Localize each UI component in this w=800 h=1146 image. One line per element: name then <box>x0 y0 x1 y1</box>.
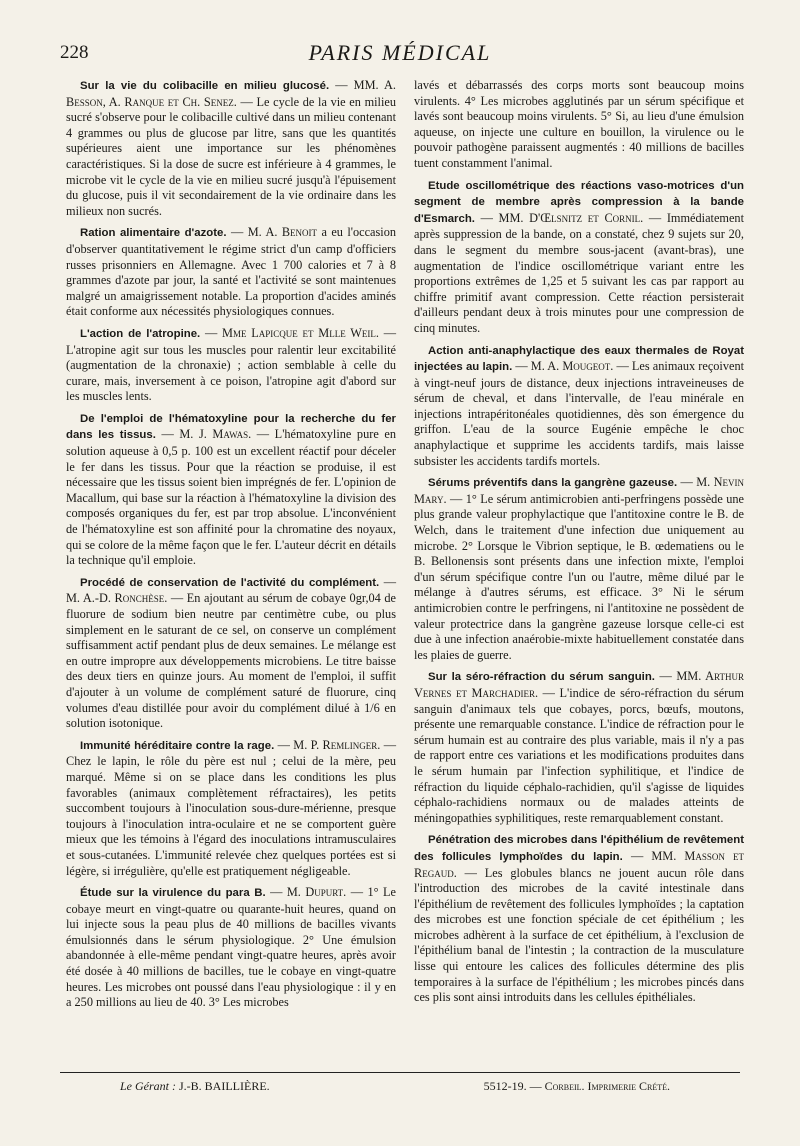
abstract-title: Procédé de conservation de l'activité du complément. <box>80 576 380 589</box>
abstract-text: — Les globules blancs ne jouent aucun rôle dans l'introduction des microbes de la cavité intestinale dans l'épithélium de revêtement des follicules lymphoïdes ; la captation des microbes est une fonction spéciale de cet épithélium ; les microbes adhèrent à la surface de cet épithélium, à l'exclusion de l'épithélium banal de l'intestin ; la contraction de la musculature lisse qui entoure les calices des follicules détermine des plis temporaires à la surface de l'épithélium ; les microbes pincés dans ces plis sont ainsi introduits dans les cellules épithéliales. <box>414 865 744 1005</box>
abstract-title: Étude sur la virulence du para B. <box>80 887 266 900</box>
abstract-text: a eu l'occasion d'observer quantitativement le régime strict d'un camp d'officiers russes prisonniers en Allemagne. Avec 1 700 calories et 7 à 8 grammes d'azote par jour, la santé et l'activité se sont maintenues malgré un amaigrissement notable. La proportion d'acides aminés était conforme aux nécessités physiologiques connues. <box>66 225 397 319</box>
abstract-text: — Immédiatement après suppression de la bande, on a constaté, chez 9 sujets sur 20, dans le segment du membre sous-jacent (avant-bras), une augmentation de l'indice oscillométrique variant entre les proportions extrêmes de 1,25 et 5 suivant les cas par rapport au chiffre primitif avant compression. Cette réaction persisterait d'ailleurs pendant deux à trois minutes pour une compression de cinq minutes. <box>414 210 745 335</box>
abstract-paragraph <box>66 738 396 879</box>
abstract-authors: — M. P. Remlinger. <box>277 737 381 752</box>
abstract-paragraph <box>414 669 744 826</box>
abstract-paragraph <box>414 343 744 470</box>
left-column <box>66 78 396 1017</box>
gerant-line <box>120 1079 270 1094</box>
abstract-title: Immunité héréditaire contre la rage. <box>80 739 275 752</box>
abstract-authors: — M. A. Mougeot. <box>515 359 614 374</box>
abstract-title: Ration alimentaire d'azote. <box>80 227 227 240</box>
abstract-title: Sérums préventifs dans la gangrène gazeuse. <box>428 477 678 490</box>
abstract-title: Action anti-anaphylactique des eaux thermales de Royat injectées au lapin. <box>414 344 744 374</box>
abstract-authors: — M. A. Benoit <box>230 225 318 240</box>
abstract-authors: — MM. Arthur Vernes et Marchadier. <box>414 669 744 700</box>
abstract-text: — Chez le lapin, le rôle du père est nul ; celui de la mère, peu marqué. Même si on se place dans les conditions les plus favorables (animaux complètement réfractaires), les petits succombent toujours à l'inoculation sous-dure-mérienne, presque toujours à l'inoculation intra-oculaire et ne se comportent guère mieux que les témoins à l'égard des inoculations intramusculaires et sous-cutanées. L'immunité relevée chez quelques portées est si légère, si irrégulière, qu'elle est pratiquement négligeable. <box>66 737 396 878</box>
abstract-paragraph <box>66 885 396 1011</box>
abstract-text: — Le cycle de la vie en milieu sucré s'observe pour le colibacille cultivé dans un milieu contenant 4 grammes ou plus de glucose par litre, sans que les quantités supérieures aient une importance sur les phénomènes caractéristiques. Si la dose de sucre est inférieure à 4 grammes, le microbe vit le cycle de la vie en milieu sucré jusqu'à l'épuisement du glucose, puis il vit secondairement de la vie ordinaire dans les milieux non sucrés. <box>66 94 396 218</box>
gerant-name: J.-B. BAILLIÈRE. <box>179 1079 270 1093</box>
gerant-label: Le Gérant : <box>120 1079 176 1093</box>
abstract-text: — 1° Le sérum antimicrobien anti-perfringens possède une plus grande valeur prophylactique que l'antitoxine contre le B. de Welch, dans le traitement d'une infection due uniquement au microbe. 2° Lorsque le Vibrion septique, le B. œdematiens ou le B. Bellonensis sont présents dans une infection mixte, l'emploi d'un sérum spécifique contre l'un ou l'autre, même dilué par le mélange à d'autres sérums, est efficace. 3° Ni le sérum antimicrobien contre le perfringens, ni l'antitoxine ne possèdent de valeur protectrice dans la gangrène gazeuse lorsque celle-ci est due à une infection anaérobie-mixte habituellement constatée dans les plaies de guerre. <box>414 491 744 662</box>
journal-title: PARIS MÉDICAL <box>308 40 492 65</box>
abstract-text: — Les animaux reçoivent à vingt-neuf jours de distance, deux injections intraveineuses de sérum de cheval, et dans l'intervalle, de l'eau minérale en injections intrapéritonéales quotidiennes, dès son émergence du griffon. L'eau de la source Eugénie empêche le choc anaphylactique et supprime les accidents tardifs, mais laisse subsister les accidents tardifs mortels. <box>414 359 745 468</box>
abstract-text: — 1° Le cobaye meurt en vingt-quatre ou quarante-huit heures, quand on lui injecte sous la peau plus de 40 millions de bacilles vivants émulsionnés dans le sérum physiologique. 2° Une émulsion abandonnée à elle-même pendant vingt-quatre heures, après avoir été dosée à 40 millions de bacilles, tue le cobaye en vingt-quatre heures. Les microbes ont poussé dans l'eau physiologique : il y en a 250 millions au lieu de 40. 3° Les microbes <box>66 885 396 1010</box>
abstract-authors: — M. Nevin Mary. <box>414 475 744 506</box>
abstract-paragraph <box>414 78 744 172</box>
abstract-paragraph <box>66 78 396 219</box>
abstract-text: lavés et débarrassés des corps morts sont beaucoup moins virulents. 4° Les microbes agglutinés par un sérum spécifique et lavés sont beaucoup moins virulents. 5° Si, au lieu d'une émulsion aqueuse, on injecte une culture en bouillon, la virulence ou le pouvoir pathogène paraissent augmentés : 40 millions de bacilles tuent constamment l'animal. <box>414 78 744 170</box>
abstract-text: — En ajoutant au sérum de cobaye 0gr,04 de fluorure de sodium bien neutre par centimètre cube, ou plus simplement en le saturant de ce sel, on conserve un complément suffisamment actif pendant plus de deux semaines. Le mélange est en outre impropre aux développements microbiens. Le titre baisse des deux tiers en quinze jours. Au moment de l'emploi, il suffit d'ajouter à un volume de complément saturé de fluorure, cinq volumes d'eau distillée pour avoir du complément dilué à 1/6 en solution isotonique. <box>66 591 397 731</box>
page-header <box>60 40 740 68</box>
abstract-authors: — M. Dupurt. <box>270 885 347 900</box>
page-number: 228 <box>60 42 89 63</box>
abstract-text: — L'atropine agit sur tous les muscles pour ralentir leur excitabilité (augmentation de la chronaxie) ; action semblable à celle du curare, mais, inversement à ce poison, l'atropine agit d'abord sur les muscles lents. <box>66 325 397 404</box>
abstract-paragraph <box>414 832 744 1006</box>
abstract-paragraph <box>66 326 396 405</box>
abstract-title: Sur la séro-réfraction du sérum sanguin. <box>428 671 655 684</box>
abstract-title: Pénétration des microbes dans l'épithélium de revêtement des follicules lymphoïdes du lapin. <box>414 834 744 863</box>
abstract-paragraph <box>414 178 744 337</box>
printer-line: 5512-19. — Corbeil. Imprimerie Crété. <box>483 1079 670 1093</box>
abstract-title: Etude oscillométrique des réactions vaso-motrices d'un segment de membre après compression à la bande d'Esmarch. <box>414 179 744 225</box>
footer-rule <box>60 1072 740 1073</box>
abstract-authors: — Mme Lapicque et Mlle Weil. <box>204 325 379 340</box>
abstract-title: L'action de l'atropine. <box>80 327 201 340</box>
abstract-paragraph <box>66 575 396 732</box>
abstract-paragraph <box>66 225 396 320</box>
abstract-authors: — MM. D'Œlsnitz et Cornil. <box>480 210 644 225</box>
abstract-text: — L'hématoxyline pure en solution aqueuse à 0,5 p. 100 est un excellent réactif pour déceler le fer dans les tissus. Pour que la réaction se produise, il est nécessaire que les tissus soient bien imprégnés de fer. L'opinion de Macallum, qui base sur la réaction à l'hématoxyline la division des composés organiques du fer, est par trop absolue. L'inconvénient de l'hématoxyline est son affinité pour la chromatine des noyaux, qui se colore de la même façon que le fer. L'auteur décrit en détails la technique qu'il emploie. <box>66 427 396 568</box>
abstract-authors: — M. A.-D. Ronchèse. <box>66 574 396 606</box>
abstract-title: De l'emploi de l'hématoxyline pour la recherche du fer dans les tissus. <box>66 412 396 442</box>
right-column <box>414 78 744 1012</box>
abstract-paragraph <box>414 475 744 663</box>
abstract-authors: — M. J. Mawas. <box>161 427 252 442</box>
abstract-text: — L'indice de séro-réfraction du sérum sanguin d'animaux tels que cobayes, porcs, bœufs, moutons, présente une remarquable constance. L'indice de réfraction pour le sérum humain est au contraire des plus variable, mais il n'y a pas de rapport entre ces variations et les modifications produites dans le sérum humain par l'infection syphilitique, et l'indice de réfraction du liquide céphalo-rachidien, qu'il s'agisse de liquides céphalo-rachidiens normaux ou de malades atteints de méningopathies syphilitiques, reste remarquablement constant. <box>414 685 744 825</box>
abstract-title: Sur la vie du colibacille en milieu glucosé. <box>80 80 330 92</box>
abstract-authors: — MM. Masson et Regaud. <box>414 848 744 880</box>
abstract-authors: — MM. A. Besson, A. Ranque et Ch. Senez. <box>66 78 397 109</box>
abstract-paragraph <box>66 411 396 569</box>
